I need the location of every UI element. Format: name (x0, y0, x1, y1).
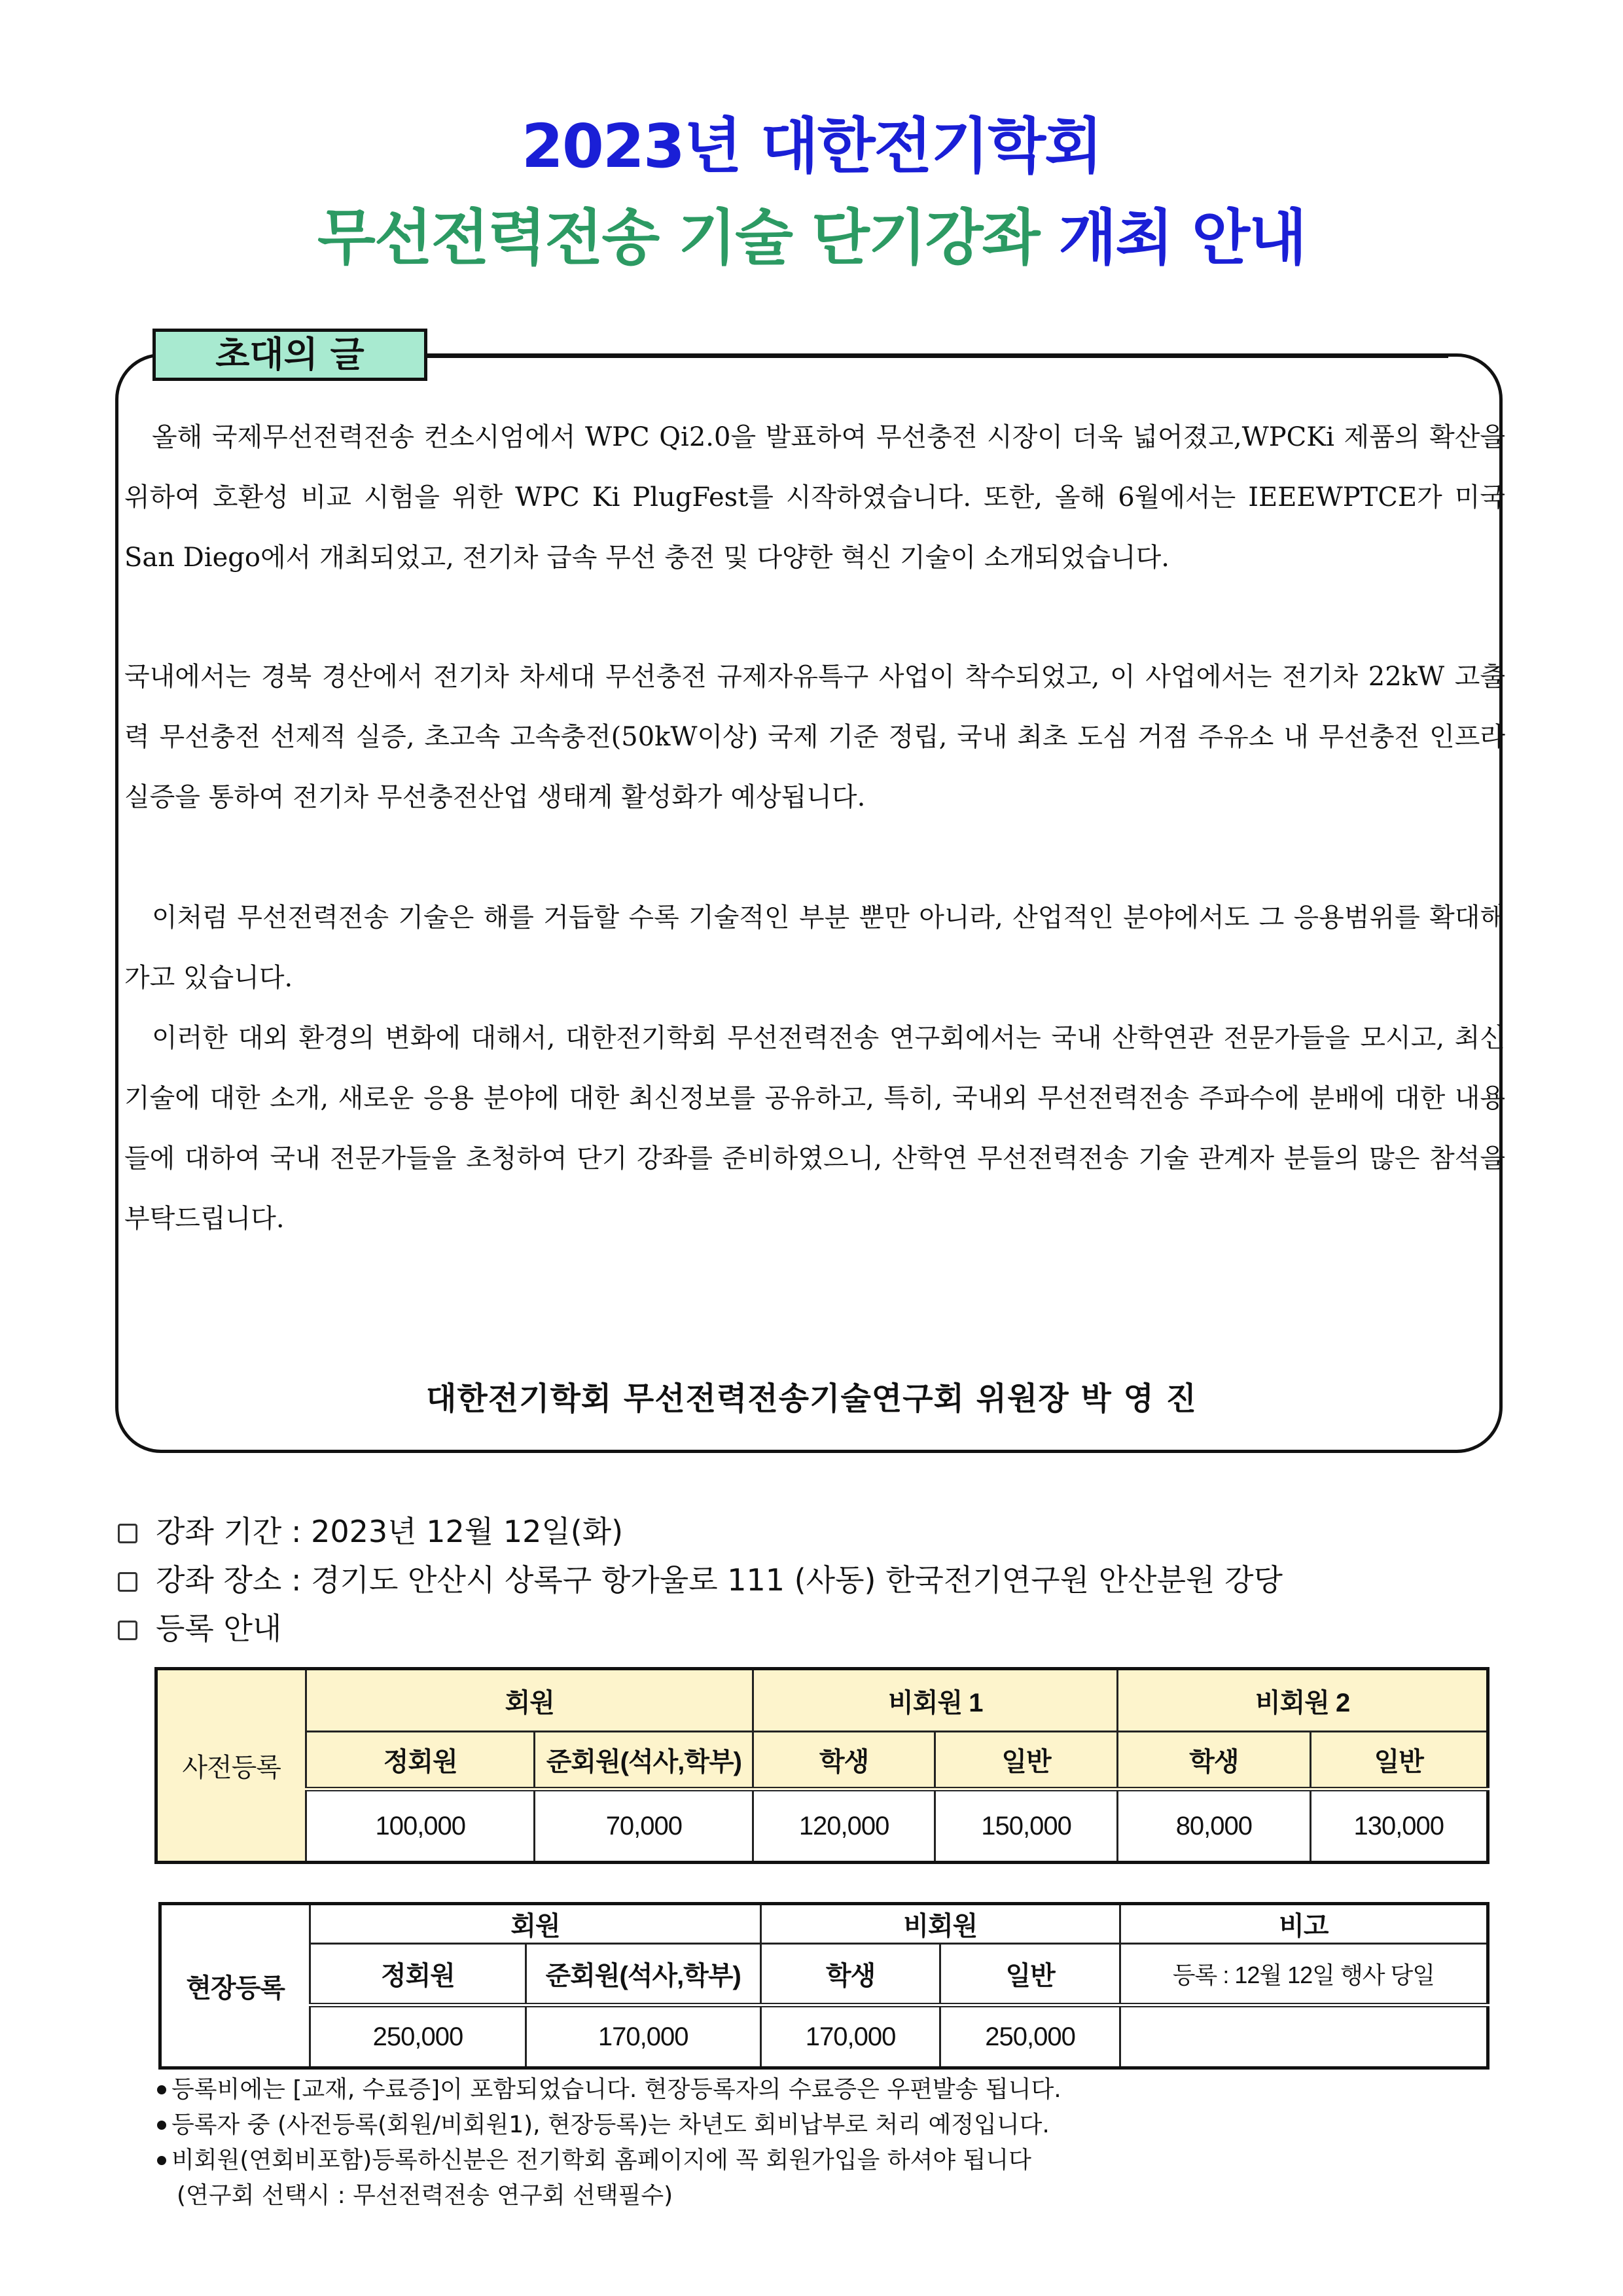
pre-registration-table (154, 1667, 1489, 1864)
invitation-paragraph-1: 올해 국제무선전력전송 컨소시엄에서 WPC Qi2.0을 발표하여 무선충전 시장이 더욱 넓어졌고,WPCKi 제품의 확산을 위하여 호환성 비교 시험을 위한 WPC Ki PlugFest를 시작하였습니다. 또한, 올해 6월에서는 IEEEWPTCE가 미국 San Diego에서 개최되었고, 전기차 급속 무선 충전 및 다양한 혁신 기술이 소개되었습니다. (124, 422, 1505, 573)
onsite-registration-table (158, 1902, 1489, 2070)
invitation-paragraph-3: 이처럼 무선전력전송 기술은 해를 거듭할 수록 기술적인 부분 뿐만 아니라, 산업적인 분야에서도 그 응용범위를 확대해 가고 있습니다. (124, 903, 1505, 993)
checkbox-icon (118, 1524, 137, 1543)
fee-cell: 250,000 (940, 2005, 1120, 2068)
group-header: 비회원 (760, 1904, 1120, 1944)
page-title: 2023년 대한전기학회 (521, 111, 1102, 181)
note-text: 등록비에는 [교재, 수료증]이 포함되었습니다. 현장등록자의 수료증은 우편발송 됩니다. (171, 2076, 1061, 2103)
column-header: 정회원 (306, 1732, 535, 1789)
group-header: 비고 (1120, 1904, 1488, 1944)
column-header: 학생 (753, 1732, 935, 1789)
invitation-label: 초대의 글 (152, 329, 427, 381)
fee-cell: 100,000 (306, 1789, 535, 1863)
column-header: 정회원 (310, 1944, 526, 2005)
info-period (118, 1512, 623, 1551)
subtitle-blue-part: 개최 안내 (1058, 203, 1306, 273)
column-header: 일반 (940, 1944, 1120, 2005)
column-header: 준회원(석사,학부) (526, 1944, 760, 2005)
column-header: 학생 (1118, 1732, 1310, 1789)
fee-cell: 250,000 (310, 2005, 526, 2068)
checkbox-icon (118, 1621, 137, 1640)
group-header: 비회원 2 (1118, 1669, 1488, 1732)
group-header: 회원 (310, 1904, 761, 1944)
info-registration (118, 1609, 281, 1648)
column-header: 학생 (760, 1944, 940, 2005)
signature: 대한전기학회 무선전력전송기술연구회 위원장 박 영 진 (425, 1380, 1198, 1417)
note-item (157, 2178, 1061, 2214)
note-cell: 등록 : 12월 12일 행사 당일 (1120, 1944, 1488, 2005)
fee-cell: 170,000 (526, 2005, 760, 2068)
fee-cell: 70,000 (535, 1789, 753, 1863)
bullet-icon (157, 2085, 166, 2094)
column-header: 준회원(석사,학부) (535, 1732, 753, 1789)
info-period-text: 강좌 기간 : 2023년 12월 12일(화) (156, 1514, 624, 1549)
fee-cell: 80,000 (1118, 1789, 1310, 1863)
fee-cell: 130,000 (1310, 1789, 1488, 1863)
info-venue (118, 1560, 1283, 1600)
fee-cell: 170,000 (760, 2005, 940, 2068)
bullet-icon (157, 2156, 166, 2165)
column-header: 일반 (1310, 1732, 1488, 1789)
fee-cell: 150,000 (935, 1789, 1117, 1863)
group-header: 비회원 1 (753, 1669, 1118, 1732)
note-text: (연구회 선택시 : 무선전력전송 연구회 선택필수) (177, 2182, 673, 2209)
onsite-registration-label: 현장등록 (160, 1904, 310, 2068)
empty-cell (1120, 2005, 1488, 2068)
info-venue-text: 강좌 장소 : 경기도 안산시 상록구 항가울로 111 (사동) 한국전기연구원 안산분원 강당 (156, 1562, 1283, 1598)
invitation-paragraph-4: 이러한 대외 환경의 변화에 대해서, 대한전기학회 무선전력전송 연구회에서는 국내 산학연관 전문가들을 모시고, 최신 기술에 대한 소개, 새로운 응용 분야에 대한 최신정보를 공유하고, 특히, 국내외 무선전력전송 주파수에 분배에 대한 내용들에 대하여 국내 전문가들을 초청하여 단기 강좌를 준비하였으니, 산학연 무선전력전송 기술 관계자 분들의 많은 참석을 부탁드립니다. (124, 1023, 1505, 1234)
bullet-icon (157, 2121, 166, 2130)
note-text: 등록자 중 (사전등록(회원/비회원1), 현장등록)는 차년도 회비납부로 처리 예정입니다. (171, 2111, 1050, 2138)
page-subtitle (0, 190, 1623, 276)
note-item (157, 2108, 1061, 2143)
notes-list (157, 2072, 1061, 2214)
note-text: 비회원(연회비포함)등록하신분은 전기학회 홈페이지에 꼭 회원가입을 하셔야 됩니다 (171, 2147, 1031, 2174)
info-registration-text: 등록 안내 (156, 1611, 282, 1646)
fee-cell: 120,000 (753, 1789, 935, 1863)
invitation-paragraph-2: 국내에서는 경북 경산에서 전기차 차세대 무선충전 규제자유특구 사업이 착수되었고, 이 사업에서는 전기차 22kW 고출력 무선충전 선제적 실증, 초고속 고속충전(50kW이상) 국제 기준 정립, 국내 최초 도심 거점 주유소 내 무선충전 인프라 실증을 통하여 전기차 무선충전산업 생태계 활성화가 예상됩니다. (124, 662, 1505, 812)
subtitle-green-part: 무선전력전송 기술 단기강좌 (317, 203, 1039, 273)
note-item (157, 2072, 1061, 2108)
invitation-top-line (427, 355, 1448, 358)
column-header: 일반 (935, 1732, 1117, 1789)
note-item (157, 2143, 1061, 2178)
checkbox-icon (118, 1572, 137, 1592)
group-header: 회원 (306, 1669, 753, 1732)
pre-registration-label: 사전등록 (156, 1669, 306, 1863)
